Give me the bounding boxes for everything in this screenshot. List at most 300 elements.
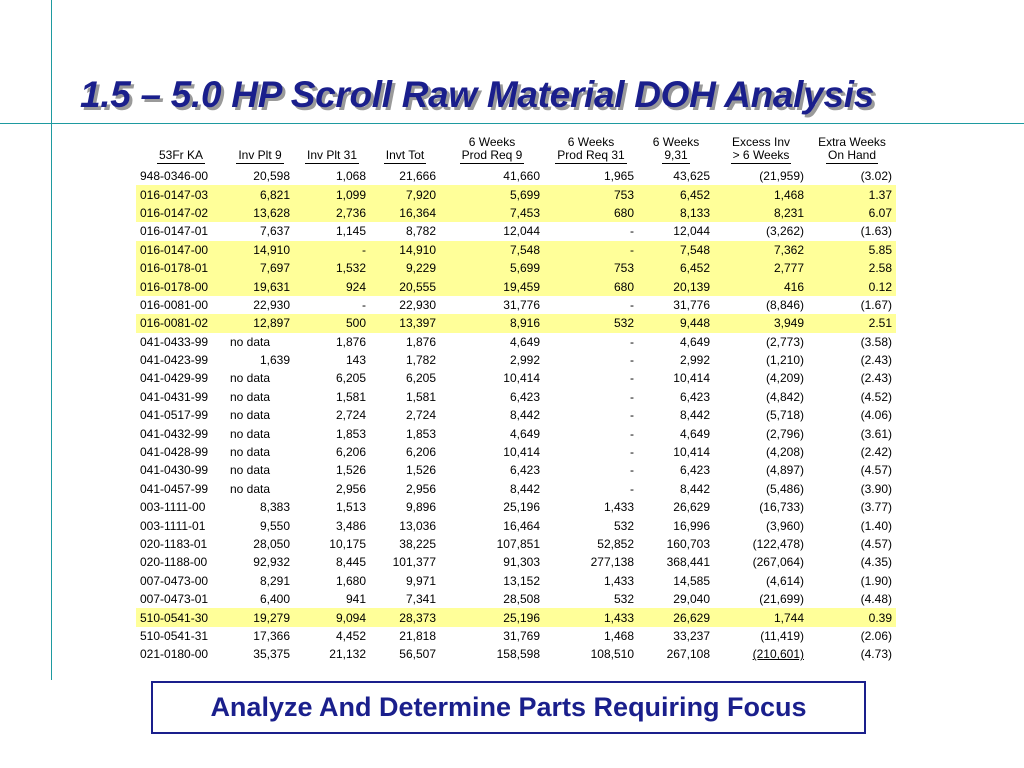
table-cell: 041-0432-99 — [140, 426, 209, 441]
table-cell: 924 — [294, 277, 370, 295]
table-cell: 532 — [613, 518, 634, 533]
table-cell: 2,956 — [405, 481, 436, 496]
table-row — [136, 645, 896, 663]
table-cell: 1.37 — [808, 185, 896, 203]
table-cell: 10,414 — [503, 371, 540, 386]
table-cell: 101,377 — [392, 555, 436, 570]
table-row — [136, 627, 896, 645]
slide-title: 1.5 – 5.0 HP Scroll Raw Material DOH Analysis — [80, 74, 874, 115]
table-cell: 267,108 — [666, 647, 710, 662]
table-cell: - — [630, 334, 634, 349]
table-cell: 6,423 — [679, 463, 710, 478]
table-cell: 19,279 — [226, 608, 294, 626]
table-cell: 10,175 — [329, 537, 366, 551]
table-cell: 8,445 — [335, 555, 366, 570]
table-cell: 6,400 — [259, 592, 290, 607]
column-header-line1: 6 Weeks — [468, 135, 516, 149]
table-cell: 10,414 — [673, 371, 710, 386]
table-cell: - — [630, 463, 634, 478]
doh-analysis-table — [136, 131, 896, 664]
table-cell: 91,303 — [503, 555, 540, 570]
table-cell: 41,660 — [503, 169, 540, 184]
table-cell: 9,896 — [405, 500, 436, 515]
table-cell: 28,050 — [253, 537, 290, 551]
table-cell: (3.61) — [860, 426, 892, 441]
table-cell: 1,782 — [405, 353, 436, 368]
table-cell: 007-0473-00 — [140, 573, 209, 588]
table-cell: 680 — [544, 204, 638, 222]
table-cell: (4,209) — [765, 371, 804, 386]
table-cell: 33,237 — [673, 628, 710, 643]
table-row-highlighted — [136, 185, 896, 203]
table-cell: 8,231 — [714, 204, 808, 222]
table-cell: 1,513 — [335, 500, 366, 515]
table-cell: 56,507 — [399, 647, 436, 662]
table-cell: 041-0430-99 — [140, 463, 209, 478]
table-cell: (2,796) — [765, 426, 804, 441]
table-cell: (4.06) — [860, 408, 892, 423]
table-header-row — [136, 131, 896, 167]
table-cell: 1,876 — [335, 334, 366, 349]
column-header-line1: Extra Weeks — [818, 135, 886, 149]
table-cell: 3,486 — [335, 518, 366, 533]
table-cell: 22,930 — [399, 297, 436, 312]
table-cell: (8,846) — [765, 297, 804, 312]
column-header — [544, 131, 638, 167]
table-cell: (2,773) — [765, 334, 804, 349]
table-row — [136, 516, 896, 534]
table-cell: 041-0433-99 — [140, 334, 209, 349]
table-cell: no data — [230, 426, 271, 441]
table-row — [136, 222, 896, 240]
table-body — [136, 167, 896, 664]
table-cell: (4.57) — [860, 537, 892, 551]
table-cell: 38,225 — [399, 537, 436, 551]
table-cell: 9,448 — [638, 314, 714, 332]
table-cell: 7,453 — [440, 204, 544, 222]
table-cell: 003-1111-00 — [140, 500, 206, 515]
column-header-line1: Excess Inv — [731, 135, 791, 149]
table-cell: (1.63) — [860, 224, 892, 239]
table-cell: 10,414 — [673, 445, 710, 460]
table-cell: 8,133 — [638, 204, 714, 222]
table-cell: 26,629 — [673, 500, 710, 515]
table-cell: (3.58) — [860, 334, 892, 349]
table-cell: 2,956 — [335, 481, 366, 496]
table-cell: (2.06) — [860, 628, 892, 643]
table-cell: 500 — [294, 314, 370, 332]
table-cell: 4,452 — [335, 628, 366, 643]
table-cell: 4,649 — [679, 334, 710, 349]
table-cell: (4.48) — [860, 592, 892, 607]
table-cell: 13,036 — [399, 518, 436, 533]
table-cell: 7,697 — [226, 259, 294, 277]
column-header-line1: 6 Weeks — [567, 135, 615, 149]
table-cell: (4.57) — [860, 463, 892, 478]
table-row — [136, 406, 896, 424]
horizontal-accent-line — [0, 123, 1024, 124]
table-cell: 1,526 — [335, 463, 366, 478]
table-cell: no data — [230, 445, 271, 460]
column-header-line2: 53Fr KA — [158, 148, 203, 162]
column-header — [440, 131, 544, 167]
table-cell: 158,598 — [496, 647, 540, 662]
table-cell: 12,044 — [503, 224, 540, 239]
table-cell: 016-0147-03 — [136, 185, 226, 203]
table-cell: 31,769 — [503, 628, 540, 643]
table-cell: no data — [230, 334, 271, 349]
table-cell: 20,139 — [638, 277, 714, 295]
table-cell: 1,581 — [335, 389, 366, 404]
table-cell: 92,932 — [253, 555, 290, 570]
table-cell: no data — [230, 408, 271, 423]
table-cell: 6,205 — [335, 371, 366, 386]
table-cell: 016-0081-00 — [140, 297, 209, 312]
table-cell: 510-0541-31 — [140, 628, 209, 643]
table-cell: 2,992 — [679, 353, 710, 368]
table-cell: 016-0178-01 — [136, 259, 226, 277]
table-row — [136, 388, 896, 406]
table-cell: (16,733) — [759, 500, 804, 515]
table-cell: (1.40) — [860, 518, 892, 533]
table-cell: (3,960) — [765, 518, 804, 533]
table-cell: 021-0180-00 — [140, 647, 209, 662]
table-row — [136, 480, 896, 498]
table-cell: 19,459 — [440, 277, 544, 295]
table-cell: 3,949 — [714, 314, 808, 332]
table-cell: 8,383 — [259, 500, 290, 515]
table-cell: no data — [230, 371, 271, 386]
table-cell: - — [630, 297, 634, 312]
table-cell: 020-1183-01 — [140, 537, 208, 551]
table-cell: - — [630, 408, 634, 423]
column-header — [294, 131, 370, 167]
table-row — [136, 461, 896, 479]
table-cell: (4,897) — [765, 463, 804, 478]
table-cell: (1.67) — [860, 297, 892, 312]
table-cell: 416 — [714, 277, 808, 295]
table-row-highlighted — [136, 314, 896, 332]
table-cell: (3.02) — [860, 169, 892, 184]
table-cell: 4,649 — [679, 426, 710, 441]
table-cell: 35,375 — [253, 647, 290, 662]
table-cell: (210,601) — [752, 647, 804, 662]
table-cell: 007-0473-01 — [140, 592, 209, 607]
table-row-highlighted — [136, 241, 896, 259]
table-cell: 1,433 — [544, 608, 638, 626]
table-cell: 1,099 — [294, 185, 370, 203]
table-cell: (4.73) — [860, 647, 892, 662]
column-header — [808, 131, 896, 167]
table-cell: (4.52) — [860, 389, 892, 404]
table-cell: (4,842) — [765, 389, 804, 404]
table-cell: 160,703 — [666, 537, 710, 551]
table-cell: - — [630, 445, 634, 460]
table-row — [136, 535, 896, 553]
table-row — [136, 296, 896, 314]
table-row — [136, 369, 896, 387]
table-cell: 143 — [345, 353, 366, 368]
table-cell: 753 — [544, 259, 638, 277]
column-header-line2: On Hand — [827, 148, 877, 162]
table-cell: 19,631 — [226, 277, 294, 295]
table-row — [136, 443, 896, 461]
table-cell: 6,423 — [509, 463, 540, 478]
table-cell: 016-0147-01 — [140, 224, 209, 239]
table-cell: 108,510 — [590, 647, 634, 662]
table-cell: 7,362 — [714, 241, 808, 259]
table-cell: 003-1111-01 — [140, 518, 206, 533]
table-cell: 2,736 — [294, 204, 370, 222]
table-cell: no data — [230, 389, 271, 404]
table-cell: 016-0178-00 — [136, 277, 226, 295]
table-cell: 5,699 — [440, 259, 544, 277]
table-cell: 6.07 — [808, 204, 896, 222]
table-cell: 2.51 — [808, 314, 896, 332]
table-row — [136, 424, 896, 442]
table-cell: - — [630, 371, 634, 386]
table-cell: 8,916 — [440, 314, 544, 332]
table-cell: 0.12 — [808, 277, 896, 295]
table-cell: 8,442 — [509, 408, 540, 423]
table-cell: 26,629 — [638, 608, 714, 626]
column-header-line2: Inv Plt 31 — [306, 148, 358, 162]
table-cell: 041-0517-99 — [140, 408, 209, 423]
table-cell: 4,649 — [509, 334, 540, 349]
table-cell: 5,699 — [440, 185, 544, 203]
table-cell: (21,699) — [759, 592, 804, 607]
table-cell: 680 — [544, 277, 638, 295]
table-cell: 9,229 — [370, 259, 440, 277]
table-cell: 1,639 — [259, 353, 290, 368]
table-cell: (5,718) — [765, 408, 804, 423]
table-cell: 1,468 — [714, 185, 808, 203]
column-header-line1: 6 Weeks — [652, 135, 700, 149]
table-cell: 16,996 — [673, 518, 710, 533]
table-cell: 14,910 — [226, 241, 294, 259]
table-cell: 29,040 — [673, 592, 710, 607]
table-cell: 2,777 — [714, 259, 808, 277]
callout-box — [151, 681, 866, 734]
table-cell: 31,776 — [673, 297, 710, 312]
table-cell: 6,452 — [638, 185, 714, 203]
table-cell: 1,145 — [335, 224, 366, 239]
table-cell: 1,965 — [603, 169, 634, 184]
table-cell: 753 — [544, 185, 638, 203]
table-cell: 7,548 — [440, 241, 544, 259]
table-cell: - — [630, 389, 634, 404]
table-cell: 1,876 — [405, 334, 436, 349]
table-row — [136, 553, 896, 571]
table-cell: 041-0423-99 — [140, 353, 209, 368]
table-cell: 12,897 — [226, 314, 294, 332]
table-cell: - — [630, 353, 634, 368]
table-cell: (2.42) — [860, 445, 892, 460]
table-cell: 6,206 — [405, 445, 436, 460]
table-cell: - — [294, 241, 370, 259]
table-cell: (3.77) — [860, 500, 892, 515]
table-cell: 0.39 — [808, 608, 896, 626]
table-cell: 1,853 — [405, 426, 436, 441]
table-row — [136, 167, 896, 185]
table-cell: 2,724 — [335, 408, 366, 423]
table-cell: 7,637 — [259, 224, 290, 239]
table-cell: 25,196 — [503, 500, 540, 515]
table-cell: (4.35) — [860, 555, 892, 570]
callout-text: Analyze And Determine Parts Requiring Focus — [210, 692, 807, 722]
table-row — [136, 498, 896, 516]
table-cell: 1,433 — [603, 573, 634, 588]
table-cell: 13,152 — [503, 573, 540, 588]
table-row-highlighted — [136, 204, 896, 222]
table-cell: 020-1188-00 — [140, 555, 208, 570]
table-row-highlighted — [136, 277, 896, 295]
table-cell: 28,508 — [503, 592, 540, 607]
table-cell: 1,581 — [405, 389, 436, 404]
table-cell: 14,585 — [673, 573, 710, 588]
table-cell: (1.90) — [860, 573, 892, 588]
table-cell: (11,419) — [760, 628, 804, 643]
table-cell: 9,550 — [259, 518, 290, 533]
table-cell: 13,397 — [370, 314, 440, 332]
table-cell: 28,373 — [370, 608, 440, 626]
table-cell: 6,205 — [405, 371, 436, 386]
table-cell: 7,341 — [405, 592, 436, 607]
table-row — [136, 572, 896, 590]
table-cell: 941 — [345, 592, 366, 607]
table-row — [136, 351, 896, 369]
table-cell: 1,468 — [603, 628, 634, 643]
column-header — [136, 131, 226, 167]
table-cell: 041-0428-99 — [140, 445, 209, 460]
table-cell: 7,548 — [638, 241, 714, 259]
table-cell: (3,262) — [765, 224, 804, 239]
table-cell: no data — [230, 463, 271, 478]
table-cell: (267,064) — [752, 555, 804, 570]
table-cell: (122,478) — [752, 537, 804, 551]
table-cell: - — [630, 224, 634, 239]
table-cell: 13,628 — [226, 204, 294, 222]
table-cell: 8,442 — [509, 481, 540, 496]
table-cell: 510-0541-30 — [136, 608, 226, 626]
table-cell: 43,625 — [673, 169, 710, 184]
table-cell: 041-0431-99 — [140, 389, 209, 404]
table-cell: 016-0147-02 — [136, 204, 226, 222]
table-cell: 2,992 — [509, 353, 540, 368]
table-cell: 1,853 — [335, 426, 366, 441]
table-cell: 2.58 — [808, 259, 896, 277]
column-header-line2: Prod Req 31 — [557, 148, 625, 162]
table-cell: 277,138 — [590, 555, 634, 570]
table-cell: 17,366 — [253, 628, 290, 643]
table-cell: 16,364 — [370, 204, 440, 222]
table-cell: 10,414 — [503, 445, 540, 460]
table-cell: 22,930 — [253, 297, 290, 312]
table-cell: 1,526 — [405, 463, 436, 478]
table-cell: (4,614) — [765, 573, 804, 588]
column-header — [638, 131, 714, 167]
table-cell: 5.85 — [808, 241, 896, 259]
column-header — [226, 131, 294, 167]
table-cell: 8,782 — [405, 224, 436, 239]
table-cell: (5,486) — [765, 481, 804, 496]
table-cell: 14,910 — [370, 241, 440, 259]
table-cell: (21,959) — [759, 169, 804, 184]
table-cell: 21,818 — [399, 628, 436, 643]
table-cell: 20,555 — [370, 277, 440, 295]
table-cell: 12,044 — [673, 224, 710, 239]
table-cell: 25,196 — [440, 608, 544, 626]
table-cell: 948-0346-00 — [140, 169, 209, 184]
table-cell: 1,532 — [294, 259, 370, 277]
table-row — [136, 590, 896, 608]
table-cell: 21,132 — [329, 647, 366, 662]
table-cell: 16,464 — [503, 518, 540, 533]
table-cell: 532 — [544, 314, 638, 332]
column-header-line2: 9,31 — [664, 148, 688, 162]
table-cell: - — [362, 297, 366, 312]
table-cell: 8,291 — [259, 573, 290, 588]
table-cell: 041-0457-99 — [140, 481, 209, 496]
vertical-accent-line — [51, 0, 52, 680]
table-cell: 016-0081-02 — [136, 314, 226, 332]
table-cell: - — [630, 481, 634, 496]
table-cell: 1,433 — [603, 500, 634, 515]
table-cell: 1,068 — [335, 169, 366, 184]
table-cell: 041-0429-99 — [140, 371, 209, 386]
table-cell: 368,441 — [666, 555, 710, 570]
table-cell: 52,852 — [597, 537, 634, 551]
table-cell: 8,442 — [679, 481, 710, 496]
table-cell: 1,744 — [714, 608, 808, 626]
table-cell: 20,598 — [253, 169, 290, 184]
table-cell: 7,920 — [370, 185, 440, 203]
column-header — [714, 131, 808, 167]
table-cell: 4,649 — [509, 426, 540, 441]
table-cell: 6,821 — [226, 185, 294, 203]
table-row-highlighted — [136, 259, 896, 277]
table-cell: (2.43) — [860, 371, 892, 386]
table-cell: 9,971 — [405, 573, 436, 588]
column-header-line2: > 6 Weeks — [732, 148, 790, 162]
table-cell: 8,442 — [679, 408, 710, 423]
column-header — [370, 131, 440, 167]
table-cell: no data — [230, 481, 271, 496]
table-cell: (3.90) — [860, 481, 892, 496]
table-cell: 532 — [613, 592, 634, 607]
table-cell: 107,851 — [496, 537, 540, 551]
table-cell: 2,724 — [405, 408, 436, 423]
table-cell: - — [630, 426, 634, 441]
column-header-line2: Invt Tot — [385, 148, 425, 162]
table-cell: (1,210) — [765, 353, 804, 368]
column-header-line2: Inv Plt 9 — [238, 148, 282, 162]
table-row-highlighted — [136, 608, 896, 626]
table-cell: 21,666 — [399, 169, 436, 184]
table-cell: 9,094 — [294, 608, 370, 626]
table-cell: - — [544, 241, 638, 259]
table-cell: 6,423 — [509, 389, 540, 404]
table-cell: 31,776 — [503, 297, 540, 312]
table-cell: (2.43) — [860, 353, 892, 368]
table-row — [136, 333, 896, 351]
table-cell: 6,206 — [335, 445, 366, 460]
column-header-line2: Prod Req 9 — [461, 148, 523, 162]
table-cell: (4,208) — [765, 445, 804, 460]
table-cell: 6,452 — [638, 259, 714, 277]
table-cell: 6,423 — [679, 389, 710, 404]
table-cell: 1,680 — [335, 573, 366, 588]
